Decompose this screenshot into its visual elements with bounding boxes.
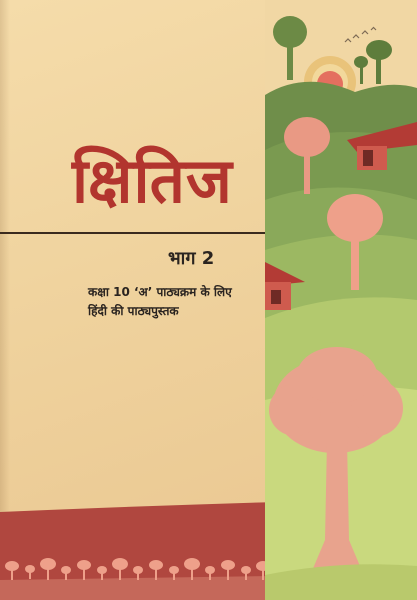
small-tree-row [5, 558, 270, 580]
footer-ground [0, 576, 275, 600]
volume-label: भाग 2 [168, 248, 215, 269]
subtitle-line-2: हिंदी की पाठ्यपुस्तक [88, 303, 179, 318]
title-underline [0, 232, 285, 234]
book-title: क्षितिज [72, 144, 233, 217]
subtitle-line-1: कक्षा 10 ‘अ’ पाठ्यक्रम के लिए [88, 285, 232, 299]
landscape-illustration [265, 0, 417, 600]
landscape-svg [265, 0, 417, 600]
subtitle [88, 283, 232, 320]
footer-band-shape [0, 502, 275, 600]
spine-shadow [0, 0, 10, 600]
